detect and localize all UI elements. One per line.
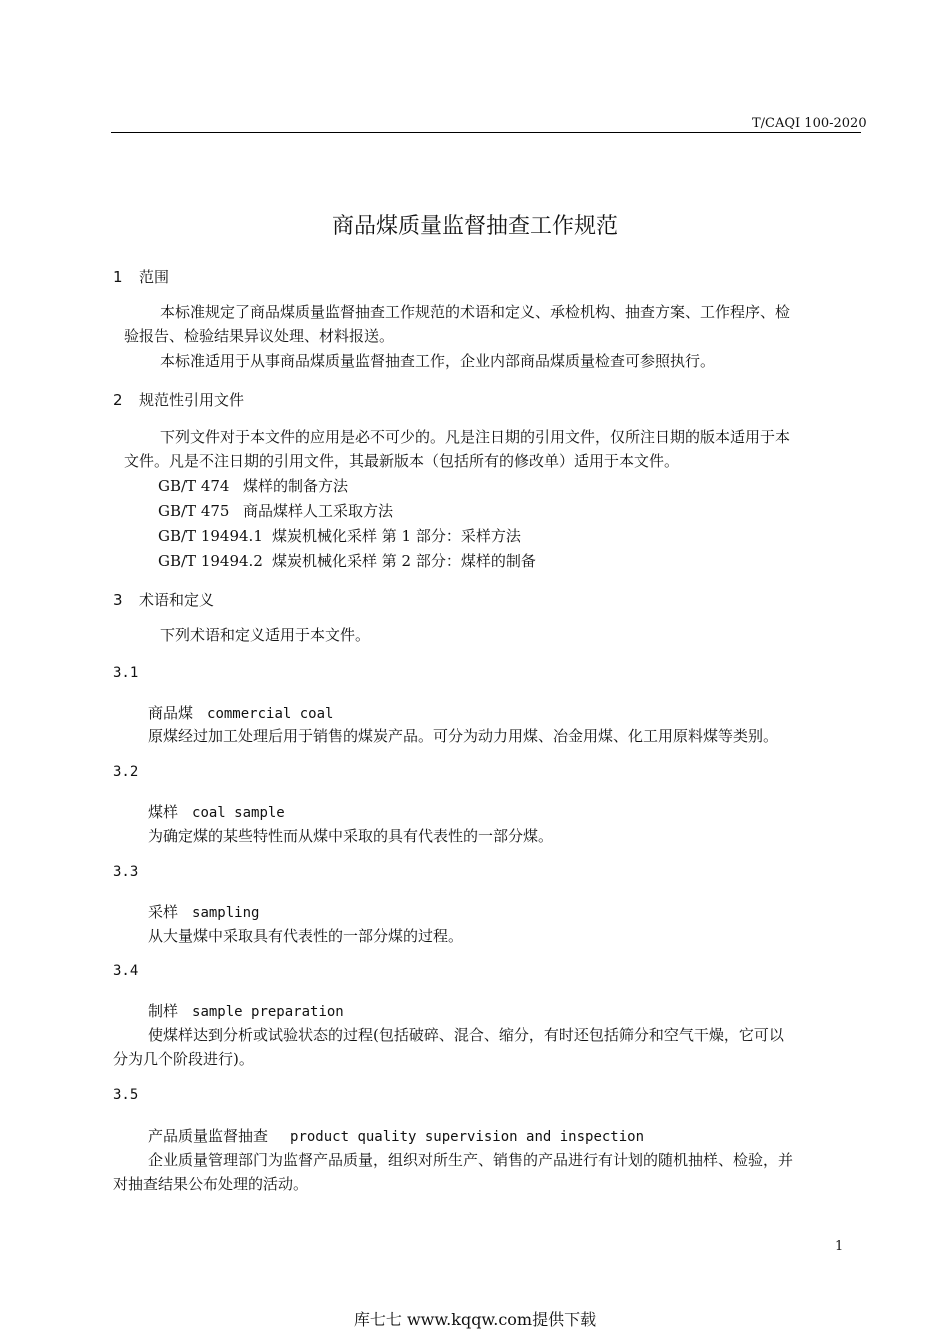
paragraph: 下列文件对于本文件的应用是必不可少的。凡是注日期的引用文件，仅所注日期的版本适用于本 xyxy=(160,428,791,446)
reference-code: GB/T 474 xyxy=(158,477,230,495)
term-number: 3.3 xyxy=(113,864,139,880)
paragraph: 本标准规定了商品煤质量监督抽查工作规范的术语和定义、承检机构、抽查方案、工作程序、检 xyxy=(160,303,791,321)
paragraph: 文件。凡是不注日期的引用文件，其最新版本（包括所有的修改单）适用于本文件。 xyxy=(124,452,680,470)
reference-code: GB/T 19494.2 xyxy=(158,552,263,570)
section-number: 3 xyxy=(113,591,123,609)
term-zh: 煤样 xyxy=(148,803,179,821)
term-zh: 制样 xyxy=(148,1002,179,1020)
paragraph: 验报告、检验结果异议处理、材料报送。 xyxy=(124,327,395,345)
reference-title: 煤样的制备方法 xyxy=(243,477,349,495)
term-entry xyxy=(148,1125,644,1146)
reference-title: 商品煤样人工采取方法 xyxy=(243,502,394,520)
reference-item xyxy=(158,475,348,496)
term-number: 3.2 xyxy=(113,764,139,780)
reference-code: GB/T 19494.1 xyxy=(158,527,263,545)
term-number: 3.1 xyxy=(113,665,139,681)
term-en: coal sample xyxy=(192,805,285,821)
term-en: commercial coal xyxy=(207,706,334,722)
reference-item xyxy=(158,550,536,571)
term-entry xyxy=(148,801,285,822)
section-number: 2 xyxy=(113,391,123,409)
paragraph: 下列术语和定义适用于本文件。 xyxy=(160,626,371,644)
document-title: 商品煤质量监督抽查工作规范 xyxy=(331,214,618,239)
term-entry xyxy=(148,1000,344,1021)
reference-title: 煤炭机械化采样 第 1 部分：采样方法 xyxy=(272,527,521,545)
term-definition: 从大量煤中采取具有代表性的一部分煤的过程。 xyxy=(148,927,464,945)
section-title: 规范性引用文件 xyxy=(139,391,245,409)
section-1-heading xyxy=(113,266,169,287)
term-definition: 企业质量管理部门为监督产品质量，组织对所生产、销售的产品进行有计划的随机抽样、检验，并 xyxy=(148,1151,794,1169)
term-entry xyxy=(148,702,333,723)
term-en: product quality supervision and inspection xyxy=(290,1129,645,1145)
term-definition: 使煤样达到分析或试验状态的过程(包括破碎、混合、缩分，有时还包括筛分和空气干燥，它可以 xyxy=(148,1026,784,1044)
term-number: 3.5 xyxy=(113,1087,139,1103)
reference-code: GB/T 475 xyxy=(158,502,230,520)
term-en: sampling xyxy=(192,905,260,921)
term-en: sample preparation xyxy=(192,1004,344,1020)
header-rule xyxy=(111,132,861,133)
reference-title: 煤炭机械化采样 第 2 部分：煤样的制备 xyxy=(272,552,536,570)
standard-code: T/CAQI 100-2020 xyxy=(752,116,867,131)
page-number: 1 xyxy=(835,1239,844,1254)
term-definition: 原煤经过加工处理后用于销售的煤炭产品。可分为动力用煤、冶金用煤、化工用原料煤等类别。 xyxy=(148,727,779,745)
term-number: 3.4 xyxy=(113,963,139,979)
term-zh: 采样 xyxy=(148,903,179,921)
paragraph: 本标准适用于从事商品煤质量监督抽查工作，企业内部商品煤质量检查可参照执行。 xyxy=(160,352,716,370)
term-zh: 商品煤 xyxy=(148,704,194,722)
term-definition-continued: 对抽查结果公布处理的活动。 xyxy=(113,1175,309,1193)
reference-item xyxy=(158,500,393,521)
section-title: 术语和定义 xyxy=(139,591,215,609)
section-3-heading xyxy=(113,589,214,610)
reference-item xyxy=(158,525,521,546)
term-entry xyxy=(148,901,259,922)
section-number: 1 xyxy=(113,268,123,286)
term-zh: 产品质量监督抽查 xyxy=(148,1127,269,1145)
footer-credit: 库七七 www.kqqw.com提供下载 xyxy=(353,1310,597,1329)
term-definition: 为确定煤的某些特性而从煤中采取的具有代表性的一部分煤。 xyxy=(148,827,554,845)
section-2-heading xyxy=(113,389,244,410)
section-title: 范围 xyxy=(139,268,170,286)
term-definition-continued: 分为几个阶段进行)。 xyxy=(113,1050,254,1068)
